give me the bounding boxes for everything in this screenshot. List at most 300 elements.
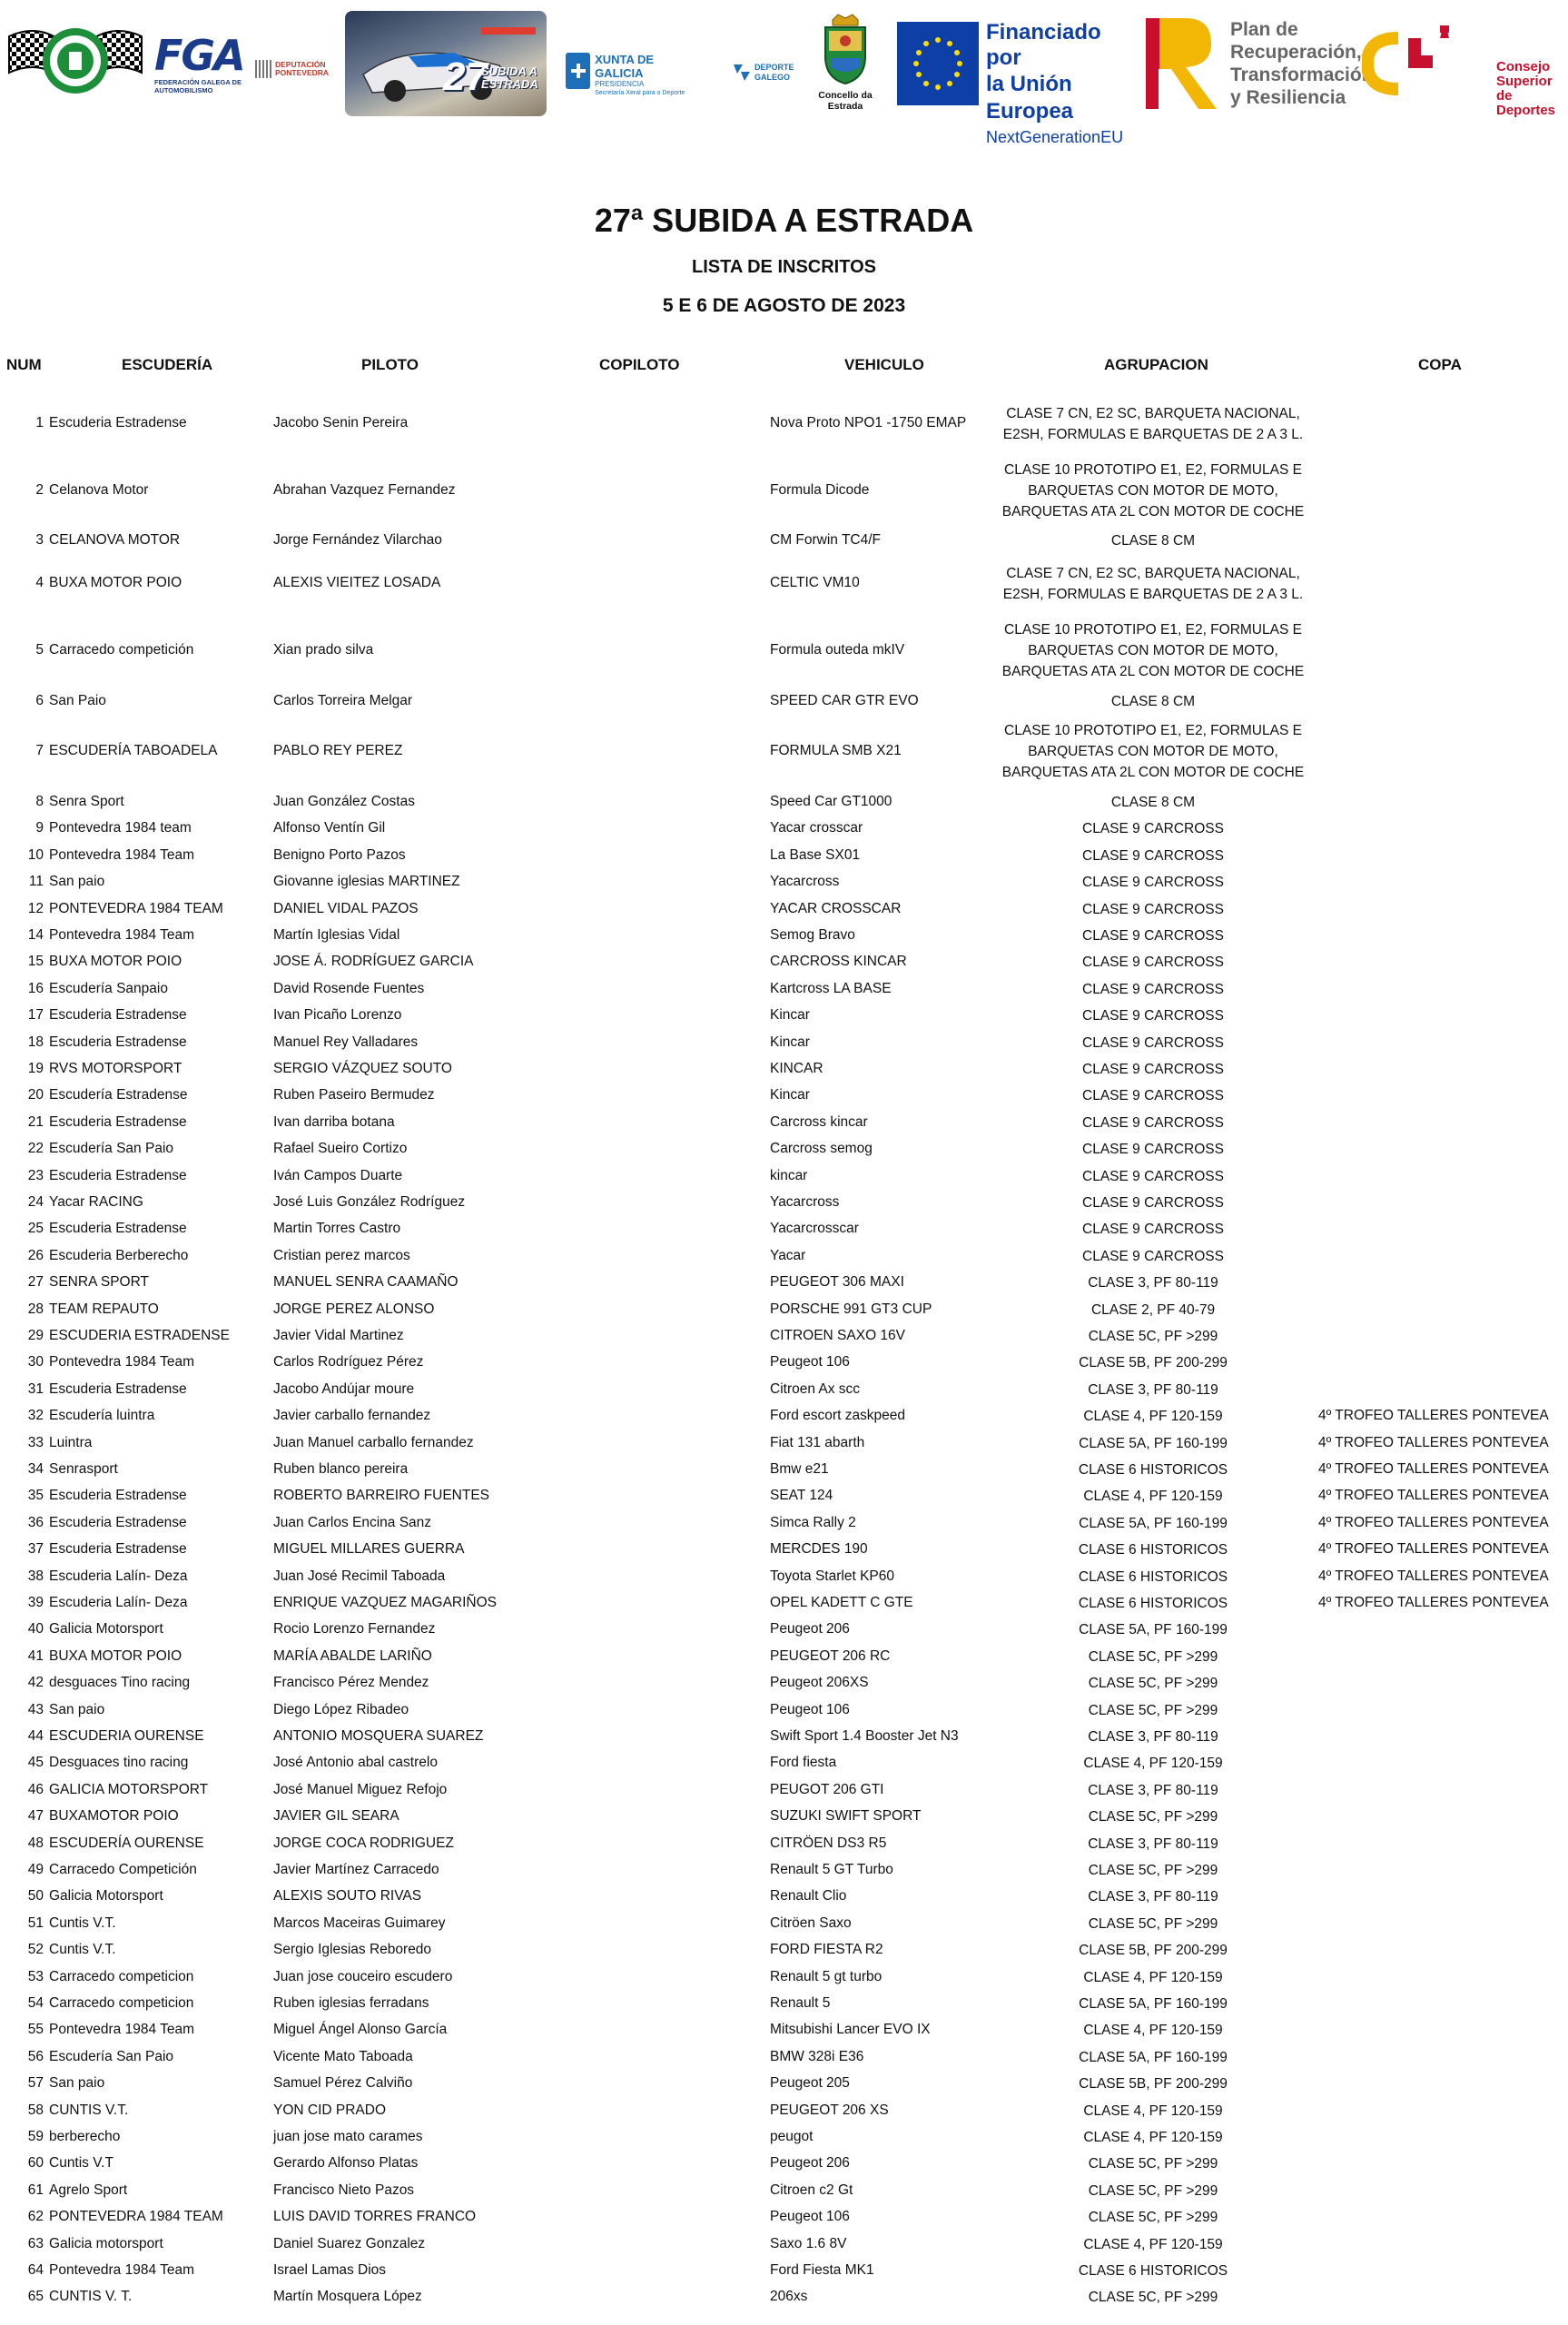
page-title: 27ª SUBIDA A ESTRADA [594,202,974,239]
entry-piloto: Ivan Picaño Lorenzo [273,1007,402,1024]
table-row [0,1697,1568,1723]
table-row [0,1590,1568,1617]
entry-escuderia: Escuderia Lalín- Deza [49,1568,188,1584]
entry-piloto: Juan jose couceiro escudero [273,1968,453,1984]
entry-vehiculo: Carcross kincar [770,1113,868,1130]
entry-number: 16 [27,980,44,996]
table-row [0,1350,1568,1376]
entry-agrupacion: CLASE 6 HISTORICOS [1078,1568,1228,1585]
column-header-copiloto: COPILOTO [599,356,680,373]
entry-piloto: Benigno Porto Pazos [273,846,406,863]
table-row [0,1270,1568,1296]
entry-piloto: Iván Campos Duarte [273,1167,403,1183]
page-subtitle: LISTA DE INSCRITOS [692,257,876,277]
rally-poster-image [345,11,547,116]
entry-agrupacion: CLASE 9 CARCROSS [1082,821,1224,837]
deporte-galego-logo [732,58,804,87]
entry-escuderia: PONTEVEDRA 1984 TEAM [49,900,223,916]
table-row [0,2044,1568,2071]
entry-number: 14 [27,926,44,943]
entry-number: 24 [27,1193,44,1210]
entry-vehiculo: Kartcross LA BASE [770,980,892,996]
table-row [0,554,1568,613]
entry-agrupacion: CLASE 2, PF 40-79 [1090,1301,1216,1318]
entry-piloto: Francisco Pérez Mendez [273,1675,429,1691]
entry-agrupacion: CLASE 9 CARCROSS [1082,1061,1224,1077]
entry-number: 3 [35,532,44,549]
entry-escuderia: San paio [49,874,105,890]
entry-escuderia: Escuderia Estradense [49,1541,187,1558]
table-row [0,2071,1568,2097]
sponsor-logo-strip [0,0,1568,146]
table-row [0,2284,1568,2310]
entry-escuderia: Desguaces tino racing [49,1755,189,1771]
table-row [0,1563,1568,1589]
entry-piloto: Ruben blanco pereira [273,1460,409,1477]
entry-number: 19 [27,1060,44,1076]
entry-agrupacion: CLASE 4, PF 120-159 [1083,1756,1223,1772]
table-row [0,1457,1568,1483]
entry-escuderia: Senrasport [49,1460,118,1477]
entry-piloto: Rocio Lorenzo Fernandez [273,1621,436,1637]
entry-escuderia: SENRA SPORT [49,1274,149,1291]
entry-escuderia: Cuntis V.T. [49,1914,116,1931]
entry-number: 34 [27,1460,44,1477]
entry-piloto: ALEXIS VIEITEZ LOSADA [273,575,441,591]
entry-vehiculo: Citroen Ax scc [770,1380,861,1397]
entry-vehiculo: FORD FIESTA R2 [770,1942,883,1958]
entry-agrupacion: CLASE 9 CARCROSS [1082,955,1224,971]
entry-agrupacion: CLASE 5C, PF >299 [1088,1809,1218,1825]
entry-vehiculo: Simca Rally 2 [770,1514,856,1530]
entry-number: 6 [35,692,44,708]
entry-piloto: Sergio Iglesias Reboredo [273,1942,432,1958]
entry-agrupacion: CLASE 6 HISTORICOS [1078,1461,1228,1478]
table-row [0,1377,1568,1403]
entry-agrupacion: CLASE 5A, PF 160-199 [1079,1622,1228,1638]
table-row [0,1136,1568,1162]
entry-vehiculo: Peugeot 206 [770,2155,850,2172]
table-row [0,1190,1568,1216]
csd-text [1496,60,1568,118]
entry-number: 4 [35,575,44,591]
entry-piloto: Carlos Torreira Melgar [273,692,413,708]
entry-copa: 4º TROFEO TALLERES PONTEVEA [1318,1568,1549,1584]
plan-text-line3: Transformación [1230,64,1374,85]
entry-vehiculo: Bmw e21 [770,1460,829,1477]
entry-number: 48 [27,1835,44,1851]
entry-piloto: MIGUEL MILLARES GUERRA [273,1541,465,1558]
table-row [0,1804,1568,1830]
entry-number: 7 [35,743,44,759]
entry-number: 21 [27,1113,44,1130]
table-row [0,528,1568,554]
entry-vehiculo: PEUGEOT 206 XS [770,2102,889,2118]
eu-text-line1: Financiado por [986,20,1101,70]
plan-text-line1: Plan de [1230,19,1298,40]
entry-number: 37 [27,1541,44,1558]
entry-number: 54 [27,1994,44,2011]
entry-agrupacion: CLASE 5C, PF >299 [1088,1328,1218,1344]
entry-piloto: ALEXIS SOUTO RIVAS [273,1888,422,1905]
entry-vehiculo: Renault Clio [770,1888,847,1905]
entry-agrupacion: CLASE 5C, PF >299 [1088,2156,1218,2172]
entry-piloto: José Manuel Miguez Refojo [273,1781,448,1797]
entry-agrupacion: CLASE 5C, PF >299 [1088,2210,1218,2226]
eu-text-line3: NextGenerationEU [986,128,1124,146]
entry-escuderia: Escudería luintra [49,1408,155,1424]
entry-agrupacion: CLASE 7 CN, E2 SC, BARQUETA NACIONAL, E2SH, FORMULAS E BARQUETAS DE 2 A 3 L. [1002,565,1304,602]
entry-number: 41 [27,1647,44,1664]
column-header-piloto: PILOTO [361,356,419,373]
entry-piloto: Javier carballo fernandez [273,1408,431,1424]
table-row [0,1083,1568,1109]
entry-agrupacion: CLASE 4, PF 120-159 [1083,2129,1223,2145]
entry-number: 10 [27,846,44,863]
entry-number: 5 [35,641,44,658]
entry-vehiculo: La Base SX01 [770,846,861,863]
entry-piloto: Cristian perez marcos [273,1247,410,1263]
plan-text-line2: Recuperación, [1230,42,1362,63]
entry-agrupacion: CLASE 8 CM [1110,693,1196,709]
entry-number: 42 [27,1675,44,1691]
entry-piloto: LUIS DAVID TORRES FRANCO [273,2209,477,2225]
rally-poster-text: SUBIDA A ESTRADA [481,64,538,91]
entry-agrupacion: CLASE 6 HISTORICOS [1078,1595,1228,1611]
entry-piloto: JORGE COCA RODRIGUEZ [273,1835,454,1851]
entry-escuderia: PONTEVEDRA 1984 TEAM [49,2209,223,2225]
xunta-logo-title: XUNTA DE GALICIA [595,53,655,80]
entry-escuderia: BUXAMOTOR POIO [49,1808,179,1825]
entry-escuderia: Galicia Motorsport [49,1888,163,1905]
table-row [0,1750,1568,1776]
entry-agrupacion: CLASE 3, PF 80-119 [1088,1889,1218,1905]
entry-escuderia: Senra Sport [49,793,124,809]
entry-number: 18 [27,1034,44,1050]
eu-funding-text [986,20,1131,149]
entry-escuderia: Escudería San Paio [49,1141,174,1157]
entry-escuderia: TEAM REPAUTO [49,1301,159,1317]
table-row [0,1243,1568,1270]
table-row [0,923,1568,949]
entry-piloto: juan jose mato carames [273,2128,423,2144]
entry-piloto: Carlos Rodríguez Pérez [273,1354,424,1370]
entry-agrupacion: CLASE 7 CN, E2 SC, BARQUETA NACIONAL, E2SH, FORMULAS E BARQUETAS DE 2 A 3 L. [1002,405,1304,442]
entry-piloto: Vicente Mato Taboada [273,2048,413,2064]
entry-agrupacion: CLASE 9 CARCROSS [1082,1194,1224,1211]
entry-agrupacion: CLASE 5A, PF 160-199 [1079,1435,1228,1451]
entry-escuderia: Cuntis V.T [49,2155,113,2172]
entry-copa: 4º TROFEO TALLERES PONTEVEA [1318,1594,1549,1610]
entry-escuderia: San paio [49,1701,105,1717]
entry-piloto: José Luis González Rodríguez [273,1193,466,1210]
table-row [0,1964,1568,1990]
table-row [0,1483,1568,1509]
entry-number: 31 [27,1380,44,1397]
entry-piloto: Jacobo Senin Pereira [273,415,409,430]
entry-number: 27 [27,1274,44,1291]
entry-vehiculo: CELTIC VM10 [770,575,860,591]
entry-vehiculo: YACAR CROSSCAR [770,900,902,916]
entry-number: 62 [27,2209,44,2225]
entry-vehiculo: Ford fiesta [770,1755,837,1771]
entry-escuderia: Carracedo Competición [49,1861,197,1877]
table-row [0,1670,1568,1697]
entry-piloto: Martín Mosquera López [273,2289,422,2305]
table-row [0,2231,1568,2257]
deputacion-logo [255,60,341,82]
entry-agrupacion: CLASE 5C, PF >299 [1088,2182,1218,2199]
entry-escuderia: Escudería Sanpaio [49,980,168,996]
entry-piloto: Javier Vidal Martinez [273,1327,404,1343]
entry-vehiculo: Speed Car GT1000 [770,793,892,809]
entry-escuderia: Pontevedra 1984 Team [49,2022,194,2038]
entry-escuderia: Escudería San Paio [49,2048,174,2064]
table-row [0,1991,1568,2017]
entry-number: 26 [27,1247,44,1263]
entry-piloto: Jacobo Andújar moure [273,1380,415,1397]
table-row [0,613,1568,688]
entry-agrupacion: CLASE 5A, PF 160-199 [1079,1995,1228,2012]
entry-piloto: Martin Torres Castro [273,1221,401,1237]
fga-logo-subtitle: FEDERACIÓN GALEGA DE AUTOMOBILISMO [154,78,242,94]
entry-number: 61 [27,2182,44,2198]
entry-vehiculo: Yacar [770,1247,806,1263]
table-row [0,1724,1568,1750]
entry-number: 53 [27,1968,44,1984]
entry-vehiculo: PEUGEOT 306 MAXI [770,1274,904,1291]
entry-vehiculo: Mitsubishi Lancer EVO IX [770,2022,931,2038]
entry-vehiculo: OPEL KADETT C GTE [770,1594,913,1610]
entry-agrupacion: CLASE 3, PF 80-119 [1088,1782,1218,1798]
entry-piloto: Ruben Paseiro Bermudez [273,1087,435,1103]
plan-text-line4: y Resiliencia [1230,87,1346,108]
entry-agrupacion: CLASE 5C, PF >299 [1088,1915,1218,1932]
entry-number: 32 [27,1408,44,1424]
entry-number: 55 [27,2022,44,2038]
entry-vehiculo: Kincar [770,1034,810,1050]
entry-copa: 4º TROFEO TALLERES PONTEVEA [1318,1434,1549,1450]
entry-agrupacion: CLASE 4, PF 120-159 [1083,1489,1223,1505]
entry-piloto: Juan González Costas [273,793,415,809]
entry-number: 49 [27,1861,44,1877]
entry-vehiculo: kincar [770,1167,808,1183]
deporte-galego-text: DEPORTE GALEGO [754,63,794,82]
entry-vehiculo: SUZUKI SWIFT SPORT [770,1808,922,1825]
entry-number: 60 [27,2155,44,2172]
entry-vehiculo: Renault 5 gt turbo [770,1968,883,1984]
table-row [0,1403,1568,1430]
entry-escuderia: BUXA MOTOR POIO [49,575,182,591]
entry-piloto: Manuel Rey Valladares [273,1034,419,1050]
table-row [0,1911,1568,1937]
entry-agrupacion: CLASE 9 CARCROSS [1082,1168,1224,1184]
entry-vehiculo: Saxo 1.6 8V [770,2235,847,2251]
entry-agrupacion: CLASE 10 PROTOTIPO E1, E2, FORMULAS E BARQUETAS CON MOTOR DE MOTO, BARQUETAS ATA 2L CON MOTOR DE COCHE [1001,461,1305,519]
entry-number: 20 [27,1087,44,1103]
table-row [0,1430,1568,1456]
entry-number: 64 [27,2261,44,2278]
entry-vehiculo: Semog Bravo [770,926,855,943]
entry-escuderia: CELANOVA MOTOR [49,532,181,549]
entry-piloto: PABLO REY PEREZ [273,743,403,759]
entry-vehiculo: Ford escort zaskpeed [770,1408,906,1424]
entry-agrupacion: CLASE 5A, PF 160-199 [1079,2049,1228,2065]
entry-piloto: Israel Lamas Dios [273,2261,387,2278]
entry-agrupacion: CLASE 8 CM [1110,533,1196,549]
entry-number: 2 [35,481,44,498]
entry-piloto: David Rosende Fuentes [273,980,425,996]
entry-escuderia: ESCUDERIA ESTRADENSE [49,1327,230,1343]
csd-text-line2: Superior [1496,74,1553,89]
table-row [0,2151,1568,2177]
table-row [0,1296,1568,1322]
table-row [0,1029,1568,1055]
entry-number: 33 [27,1434,44,1450]
entry-piloto: Juan Manuel carballo fernandez [273,1434,474,1450]
table-row [0,1056,1568,1083]
entry-piloto: JORGE PEREZ ALONSO [273,1301,435,1317]
entry-copa: 4º TROFEO TALLERES PONTEVEA [1318,1541,1549,1558]
entry-number: 51 [27,1914,44,1931]
concello-estrada-logo [813,13,878,117]
entry-escuderia: ESCUDERÍA TABOADELA [49,743,218,759]
entry-piloto: DANIEL VIDAL PAZOS [273,900,419,916]
entry-escuderia: Celanova Motor [49,481,149,498]
entry-piloto: MARÍA ABALDE LARIÑO [273,1647,432,1664]
entry-piloto: Diego López Ribadeo [273,1701,409,1717]
entry-number: 46 [27,1781,44,1797]
entry-escuderia: Escuderia Estradense [49,415,187,430]
entry-vehiculo: CITROEN SAXO 16V [770,1327,906,1343]
club-crest-logo [7,20,143,102]
entry-vehiculo: SPEED CAR GTR EVO [770,692,919,708]
entry-vehiculo: BMW 328i E36 [770,2048,864,2064]
entry-escuderia: BUXA MOTOR POIO [49,1647,182,1664]
entry-vehiculo: 206xs [770,2289,808,2305]
table-row [0,1617,1568,1643]
entry-escuderia: Escuderia Estradense [49,1380,187,1397]
entry-vehiculo: peugot [770,2128,814,2144]
entry-piloto: José Antonio abal castrelo [273,1755,438,1771]
entry-agrupacion: CLASE 9 CARCROSS [1082,1222,1224,1238]
entry-vehiculo: CITRÖEN DS3 R5 [770,1835,887,1851]
entry-vehiculo: Toyota Starlet KP60 [770,1568,894,1584]
entry-agrupacion: CLASE 5B, PF 200-299 [1079,2076,1228,2092]
entry-agrupacion: CLASE 9 CARCROSS [1082,927,1224,944]
entry-escuderia: Agrelo Sport [49,2182,128,2198]
entry-number: 58 [27,2102,44,2118]
entry-escuderia: San Paio [49,692,106,708]
entry-escuderia: Escudería Estradense [49,1087,188,1103]
entry-agrupacion: CLASE 5C, PF >299 [1088,1862,1218,1878]
event-dates: 5 E 6 DE AGOSTO DE 2023 [662,295,906,316]
entry-escuderia: Cuntis V.T. [49,1942,116,1958]
entry-escuderia: Escuderia Berberecho [49,1247,189,1263]
entry-piloto: Juan Carlos Encina Sanz [273,1514,432,1530]
entry-number: 25 [27,1221,44,1237]
column-header-num: NUM [6,356,42,373]
entry-vehiculo: Peugeot 205 [770,2075,850,2092]
entry-escuderia: Pontevedra 1984 Team [49,1354,194,1370]
entry-agrupacion: CLASE 4, PF 120-159 [1083,1409,1223,1425]
entry-agrupacion: CLASE 5C, PF >299 [1088,1702,1218,1718]
entry-agrupacion: CLASE 9 CARCROSS [1082,981,1224,997]
table-row [0,688,1568,714]
entry-agrupacion: CLASE 9 CARCROSS [1082,901,1224,917]
xunta-logo-department: Secretaría Xeral para o Deporte [595,90,685,96]
entry-escuderia: Carracedo competicion [49,1968,194,1984]
entry-piloto: Juan José Recimil Taboada [273,1568,446,1584]
entry-vehiculo: FORMULA SMB X21 [770,743,902,759]
table-row [0,715,1568,789]
entry-number: 1 [35,415,44,430]
table-row [0,2258,1568,2284]
csd-text-line3: de Deportes [1496,88,1556,118]
entry-vehiculo: Peugeot 106 [770,2209,850,2225]
table-row [0,1884,1568,1910]
table-row [0,976,1568,1003]
entry-piloto: Abrahan Vazquez Fernandez [273,481,456,498]
entry-piloto: Giovanne iglesias MARTINEZ [273,874,460,890]
entry-vehiculo: Nova Proto NPO1 -1750 EMAP [770,415,967,430]
entry-agrupacion: CLASE 5B, PF 200-299 [1079,1355,1228,1371]
entry-agrupacion: CLASE 4, PF 120-159 [1083,2023,1223,2039]
entry-agrupacion: CLASE 9 CARCROSS [1082,847,1224,864]
entry-number: 22 [27,1141,44,1157]
entry-escuderia: Pontevedra 1984 Team [49,846,194,863]
table-row [0,895,1568,922]
entry-escuderia: GALICIA MOTORSPORT [49,1781,209,1797]
entry-copa: 4º TROFEO TALLERES PONTEVEA [1318,1514,1549,1530]
column-header-escuderia: ESCUDERÍA [122,356,213,373]
entry-piloto: ENRIQUE VAZQUEZ MAGARIÑOS [273,1594,498,1610]
entry-agrupacion: CLASE 9 CARCROSS [1082,1088,1224,1104]
entry-piloto: Miguel Ángel Alonso García [273,2022,448,2038]
entry-agrupacion: CLASE 9 CARCROSS [1082,875,1224,891]
entry-agrupacion: CLASE 5C, PF >299 [1088,2290,1218,2306]
entry-piloto: Rafael Sueiro Cortizo [273,1141,408,1157]
entry-agrupacion: CLASE 10 PROTOTIPO E1, E2, FORMULAS E BARQUETAS CON MOTOR DE MOTO, BARQUETAS ATA 2L CON MOTOR DE COCHE [1001,723,1305,781]
entry-number: 65 [27,2289,44,2305]
entry-vehiculo: Citroen c2 Gt [770,2182,853,2198]
entry-agrupacion: CLASE 5C, PF >299 [1088,1648,1218,1665]
entry-agrupacion: CLASE 3, PF 80-119 [1088,1381,1218,1398]
entry-piloto: ANTONIO MOSQUERA SUAREZ [273,1727,484,1744]
entry-piloto: Daniel Suarez Gonzalez [273,2235,426,2251]
entry-agrupacion: CLASE 4, PF 120-159 [1083,2102,1223,2119]
entry-escuderia: Galicia motorsport [49,2235,163,2251]
entry-piloto: Martín Iglesias Vidal [273,926,400,943]
entry-vehiculo: Peugeot 206 [770,1621,850,1637]
entry-number: 36 [27,1514,44,1530]
table-row [0,949,1568,975]
entry-number: 56 [27,2048,44,2064]
entry-vehiculo: PEUGOT 206 GTI [770,1781,884,1797]
entry-number: 17 [27,1007,44,1024]
csd-logo [1362,25,1484,107]
entry-copa: 4º TROFEO TALLERES PONTEVEA [1318,1460,1549,1477]
entry-escuderia: CUNTIS V. T. [49,2289,133,2305]
concello-logo-text: Concello da Estrada [818,90,873,112]
entry-vehiculo: Formula Dicode [770,481,870,498]
entry-number: 30 [27,1354,44,1370]
entry-vehiculo: Peugeot 106 [770,1701,850,1717]
table-row [0,2097,1568,2123]
entry-number: 43 [27,1701,44,1717]
table-row [0,1830,1568,1856]
column-header-agrupacion: AGRUPACION [1104,356,1208,373]
